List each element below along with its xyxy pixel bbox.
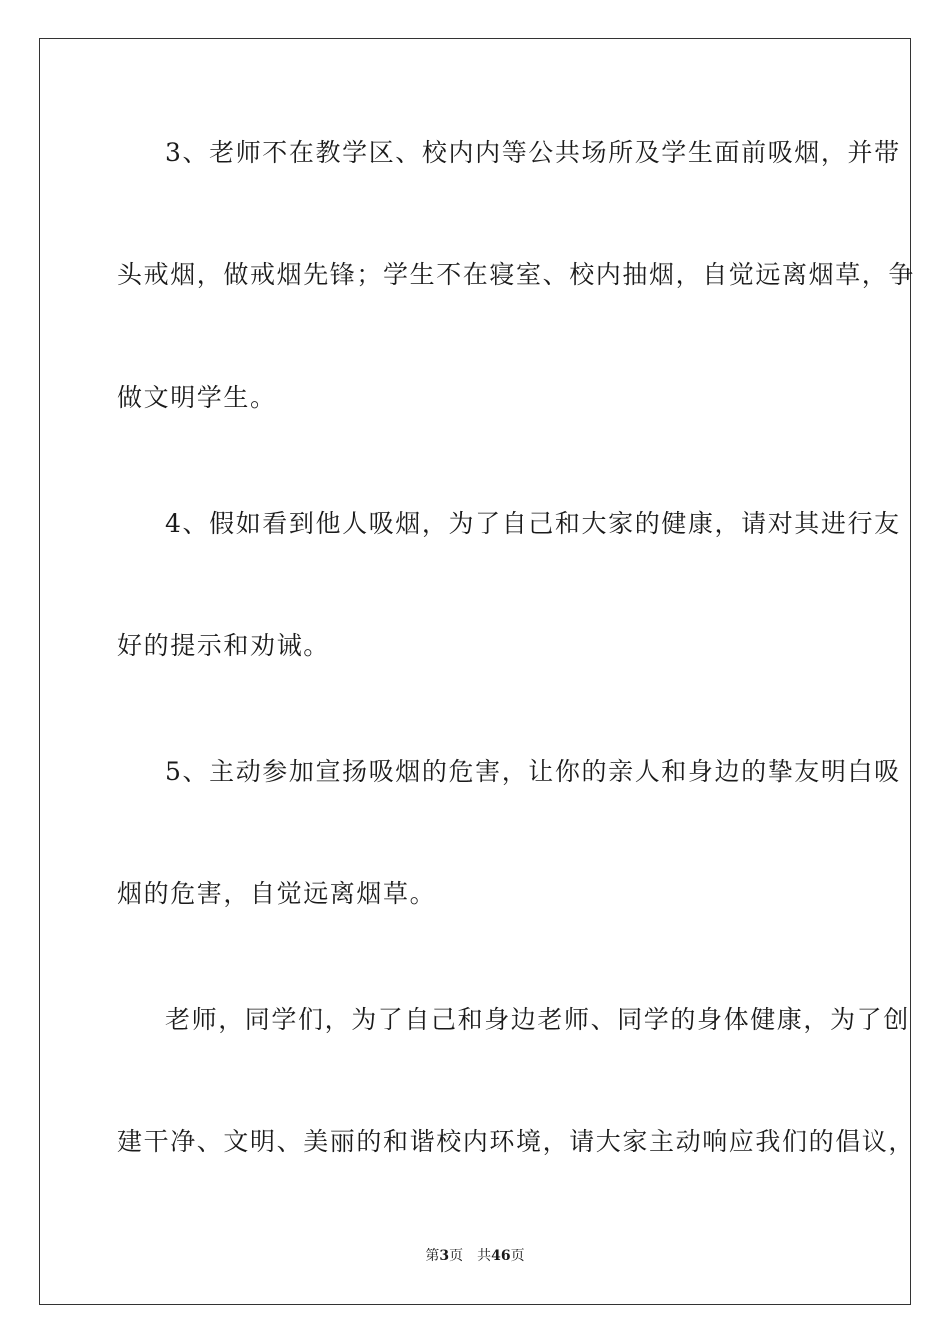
paragraph-4-line-1: 4、假如看到他人吸烟，为了自己和大家的健康，请对其进行友 (165, 509, 901, 538)
paragraph-3-line-1: 3、老师不在教学区、校内内等公共场所及学生面前吸烟，并带 (165, 138, 901, 167)
footer-total-pages: 46 (491, 1248, 511, 1264)
footer-page-number: 3 (439, 1248, 450, 1264)
page-footer (0, 1246, 950, 1266)
closing-paragraph-line-2: 建干净、文明、美丽的和谐校内环境，请大家主动响应我们的倡议， (117, 1127, 916, 1156)
footer-page-suffix: 页 (449, 1248, 464, 1264)
footer-total-suffix: 页 (510, 1248, 525, 1264)
paragraph-4-line-2: 好的提示和劝诫。 (117, 631, 330, 660)
paragraph-5-line-2: 烟的危害，自觉远离烟草。 (117, 879, 437, 908)
paragraph-3-line-3: 做文明学生。 (117, 383, 277, 412)
paragraph-3-line-2: 头戒烟，做戒烟先锋；学生不在寝室、校内抽烟，自觉远离烟草，争 (117, 260, 916, 289)
closing-paragraph-line-1: 老师，同学们，为了自己和身边老师、同学的身体健康，为了创 (165, 1005, 910, 1034)
footer-total-prefix: 共 (477, 1248, 492, 1264)
page-border (39, 38, 916, 1305)
footer-page-prefix: 第 (425, 1248, 440, 1264)
paragraph-5-line-1: 5、主动参加宣扬吸烟的危害，让你的亲人和身边的挚友明白吸 (165, 757, 901, 786)
